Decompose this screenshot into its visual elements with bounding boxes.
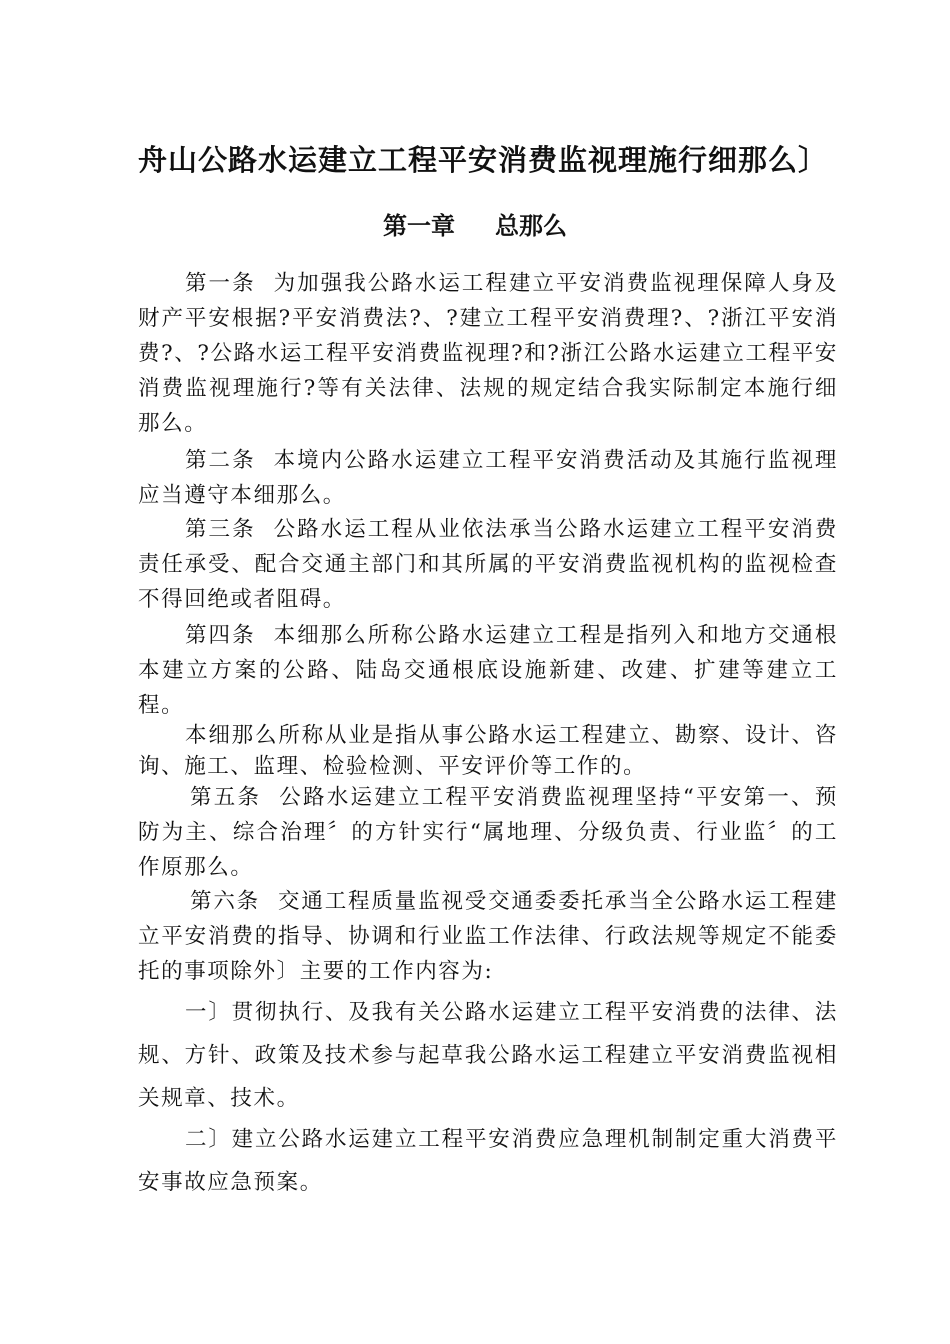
item-text: 二〕建立公路水运建立工程平安消费应急理机制制定重大消费平安事故应急预案。 — [138, 1127, 838, 1195]
article-4-paragraph-2 — [138, 720, 838, 782]
article-text: 本细那么所称公路水运建立工程是指列入和地方交通根本建立方案的公路、陆岛交通根底设施新建、改建、扩建等建立工程。 — [138, 623, 838, 718]
article-1 — [138, 266, 838, 441]
article-5 — [138, 780, 838, 885]
article-6 — [138, 884, 838, 989]
article-text: 交通工程质量监视受交通委委托承当全公路水运工程建立平安消费的指导、协调和行业监工作法律、行政法规等规定不能委托的事项除外〕主要的工作内容为: — [138, 889, 838, 984]
article-text: 为加强我公路水运工程建立平安消费监视理保障人身及财产平安根据?平安消费法?、?建立工程平安消费理?、?浙江平安消费?、?公路水运工程平安消费监视理?和?浙江公路水运建立工程平安消费监视理施行?等有关法律、法规的规定结合我实际制定本施行细那么。 — [138, 271, 838, 436]
article-label: 第一条 — [185, 271, 256, 296]
article-6-item-1 — [138, 991, 838, 1120]
article-text: 本境内公路水运建立工程平安消费活动及其施行监视理应当遵守本细那么。 — [138, 448, 838, 508]
article-text: 公路水运工程从业依法承当公路水运建立工程平安消费责任承受、配合交通主部门和其所属的平安消费监视机构的监视检查不得回绝或者阻碍。 — [138, 517, 838, 612]
article-label: 第三条 — [185, 517, 256, 542]
chapter-name: 总那么 — [495, 212, 567, 240]
article-label: 第五条 — [190, 785, 262, 810]
document-title: 舟山公路水运建立工程平安消费监视理施行细那么〕 — [138, 143, 829, 177]
chapter-number: 第一章 — [383, 212, 455, 240]
article-6-item-2 — [138, 1118, 838, 1204]
article-2 — [138, 443, 838, 513]
chapter-heading — [0, 208, 950, 244]
article-label: 第六条 — [190, 889, 261, 914]
item-text: 一〕贯彻执行、及我有关公路水运建立工程平安消费的法律、法规、方针、政策及技术参与起草我公路水运工程建立平安消费监视相关规章、技术。 — [138, 1000, 838, 1111]
article-label: 第二条 — [185, 448, 256, 473]
article-3 — [138, 512, 838, 617]
article-label: 第四条 — [185, 623, 256, 648]
article-4 — [138, 618, 838, 723]
article-text: 公路水运建立工程平安消费监视理坚持“平安第一、预防为主、综合治理〞的方针实行“属地理、分级负责、行业监〞的工作原那么。 — [138, 785, 838, 880]
paragraph-text: 本细那么所称从业是指从事公路水运工程建立、勘察、设计、咨询、施工、监理、检验检测、平安评价等工作的。 — [138, 723, 838, 779]
